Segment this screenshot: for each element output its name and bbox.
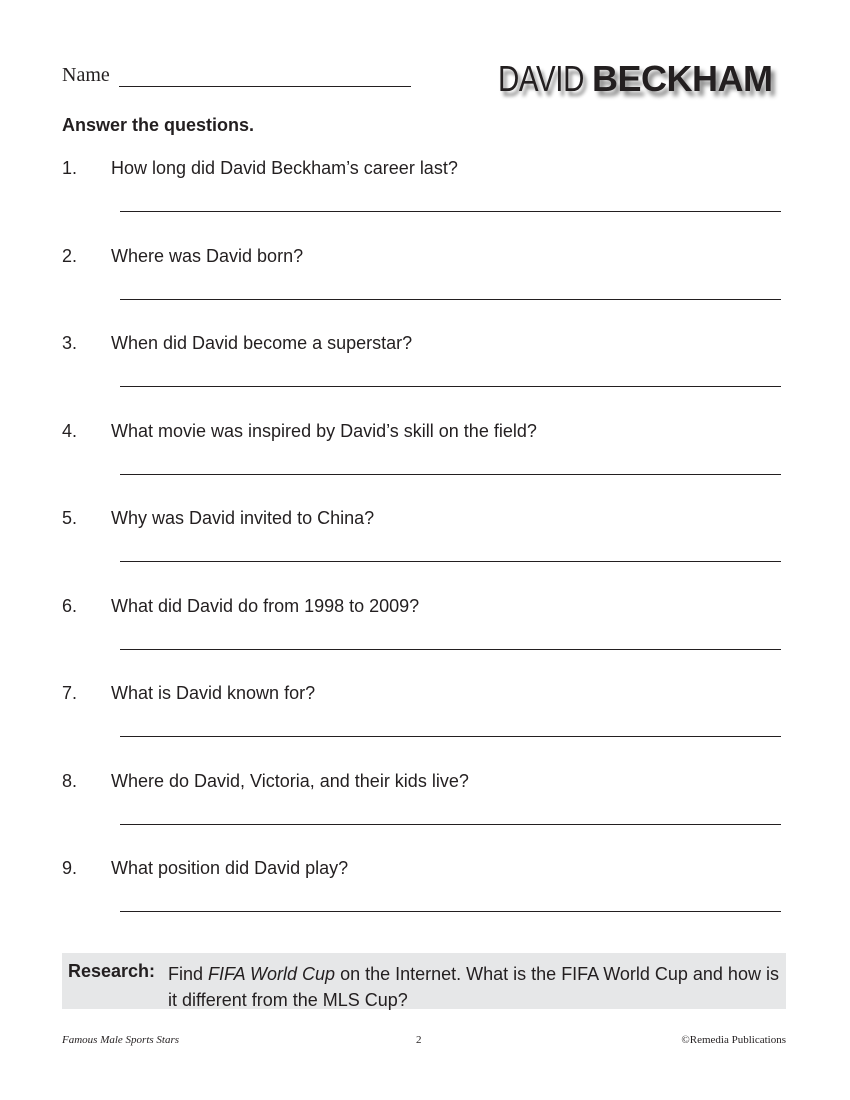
footer-page-number: 2 [416, 1034, 422, 1046]
question-number: 3. [62, 333, 78, 353]
question-text: How long did David Beckham’s career last? [111, 158, 458, 178]
answer-line[interactable] [120, 736, 781, 737]
question-text: What is David known for? [111, 683, 316, 703]
question-item [62, 421, 782, 481]
page-title [498, 58, 773, 100]
question-number: 6. [62, 595, 78, 616]
question-item [62, 683, 782, 743]
research-label: Research: [68, 961, 156, 981]
name-field-row [62, 64, 110, 87]
question-item [62, 246, 782, 306]
question-item [62, 858, 782, 918]
question-number: 2. [62, 245, 78, 266]
question-text: What position did David play? [111, 858, 349, 878]
question-item [62, 771, 782, 831]
answer-line[interactable] [120, 649, 781, 650]
question-text: When did David become a superstar? [111, 333, 413, 353]
title-last-name: BECKHAM [592, 58, 773, 99]
question-text: Why was David invited to China? [111, 508, 375, 528]
question-number: 5. [62, 508, 78, 528]
answer-line[interactable] [120, 911, 781, 912]
research-text-after: on the Internet. What is the FIFA World Cup and how is it different from the MLS Cup? [168, 964, 779, 1010]
question-text: What movie was inspired by David’s skill on the field? [111, 420, 537, 441]
answer-line[interactable] [120, 561, 781, 562]
question-number: 4. [62, 420, 78, 441]
question-number: 1. [62, 158, 78, 178]
question-item [62, 596, 782, 656]
answer-line[interactable] [120, 386, 781, 387]
answer-line[interactable] [120, 299, 781, 300]
name-answer-line[interactable] [119, 86, 411, 87]
question-text: Where do David, Victoria, and their kids live? [111, 770, 469, 791]
question-number: 8. [62, 770, 78, 791]
answer-line[interactable] [120, 474, 781, 475]
research-text-before: Find [168, 964, 209, 984]
question-item [62, 508, 782, 568]
name-label: Name [62, 64, 110, 86]
research-text-italic: FIFA World Cup [208, 964, 336, 984]
research-text [168, 961, 780, 1013]
answer-line[interactable] [120, 211, 781, 212]
research-box [62, 953, 786, 1009]
title-first-name: DAVID [498, 58, 584, 99]
instructions-heading: Answer the questions. [62, 115, 255, 135]
answer-line[interactable] [120, 824, 781, 825]
question-text: Where was David born? [111, 245, 304, 266]
question-item [62, 158, 782, 218]
question-item [62, 333, 782, 393]
question-text: What did David do from 1998 to 2009? [111, 595, 420, 616]
footer-copyright: ©Remedia Publications [681, 1034, 786, 1046]
footer-book-title: Famous Male Sports Stars [62, 1034, 180, 1046]
question-number: 7. [62, 683, 78, 703]
question-number: 9. [62, 858, 78, 878]
